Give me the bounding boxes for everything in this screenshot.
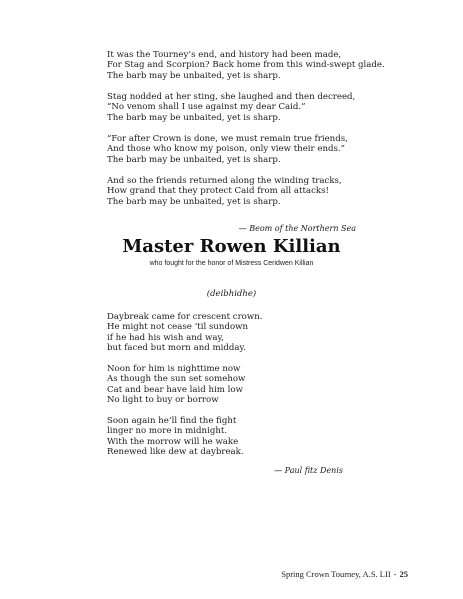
poem-line: And those who know my poison, only view their ends.” [107,144,346,155]
poem-form-label: (deibhidhe) [206,289,257,299]
page-number: 25 [399,569,408,579]
poem1-stanza-4 [107,176,342,207]
poem1-attribution: — Beom of the Northern Sea [238,224,356,233]
poem-line: For Stag and Scorpion? Back home from this wind-swept glade. [107,60,385,71]
poem-line: It was the Tourney’s end, and history had been made, [107,50,342,60]
poem-line: if he had his wish and way, [107,332,224,343]
poem-line: He might not cease ‘til sundown [107,322,249,333]
footer-publication: Spring Crown Tourney, A.S. LII [281,569,391,579]
poem-line: With the morrow will he wake [107,436,239,447]
poem-line: How grand that they protect Caid from all attacks! [107,186,329,197]
page-footer [281,569,408,579]
poem-line: linger no more in midnight. [107,426,228,437]
footer-separator: - [393,569,397,579]
poem-line: Renewed like dew at daybreak. [107,447,244,458]
poem-line: No light to buy or borrow [107,395,219,406]
section-title: Master Rowen Killian [122,236,341,257]
poem-line: The barb may be unbaited, yet is sharp. [107,70,281,81]
poem-line: Noon for him is nighttime now [107,364,241,374]
poem-line: but faced but morn and midday. [107,343,246,354]
poem-line: “For after Crown is done, we must remain true friends, [107,134,348,144]
poem-line: Cat and bear have laid him low [107,384,243,395]
poem-line: The barb may be unbaited, yet is sharp. [107,112,281,123]
section-subtitle: who fought for the honor of Mistress Ceridwen Killian [149,260,314,267]
poem2-stanza-3 [107,416,244,458]
poem1-stanza-2 [107,92,355,123]
poem-line: And so the friends returned along the winding tracks, [107,176,342,186]
poem1-stanza-1 [107,50,385,81]
poem-line: As though the sun set somehow [107,374,246,385]
poem-line: “No venom shall I use against my dear Caid.” [107,102,306,113]
poem-line: Daybreak came for crescent crown. [107,312,263,322]
poem-line: Stag nodded at her sting, she laughed and then decreed, [107,92,356,102]
poem2-attribution: — Paul fitz Denis [274,466,343,475]
poem1-stanza-3 [107,134,348,165]
poem-line: The barb may be unbaited, yet is sharp. [107,154,281,165]
poem-line: The barb may be unbaited, yet is sharp. [107,196,281,207]
poem2-stanza-1 [107,312,262,354]
poem-line: Soon again he’ll find the fight [107,416,237,426]
poem2-stanza-2 [107,364,245,406]
